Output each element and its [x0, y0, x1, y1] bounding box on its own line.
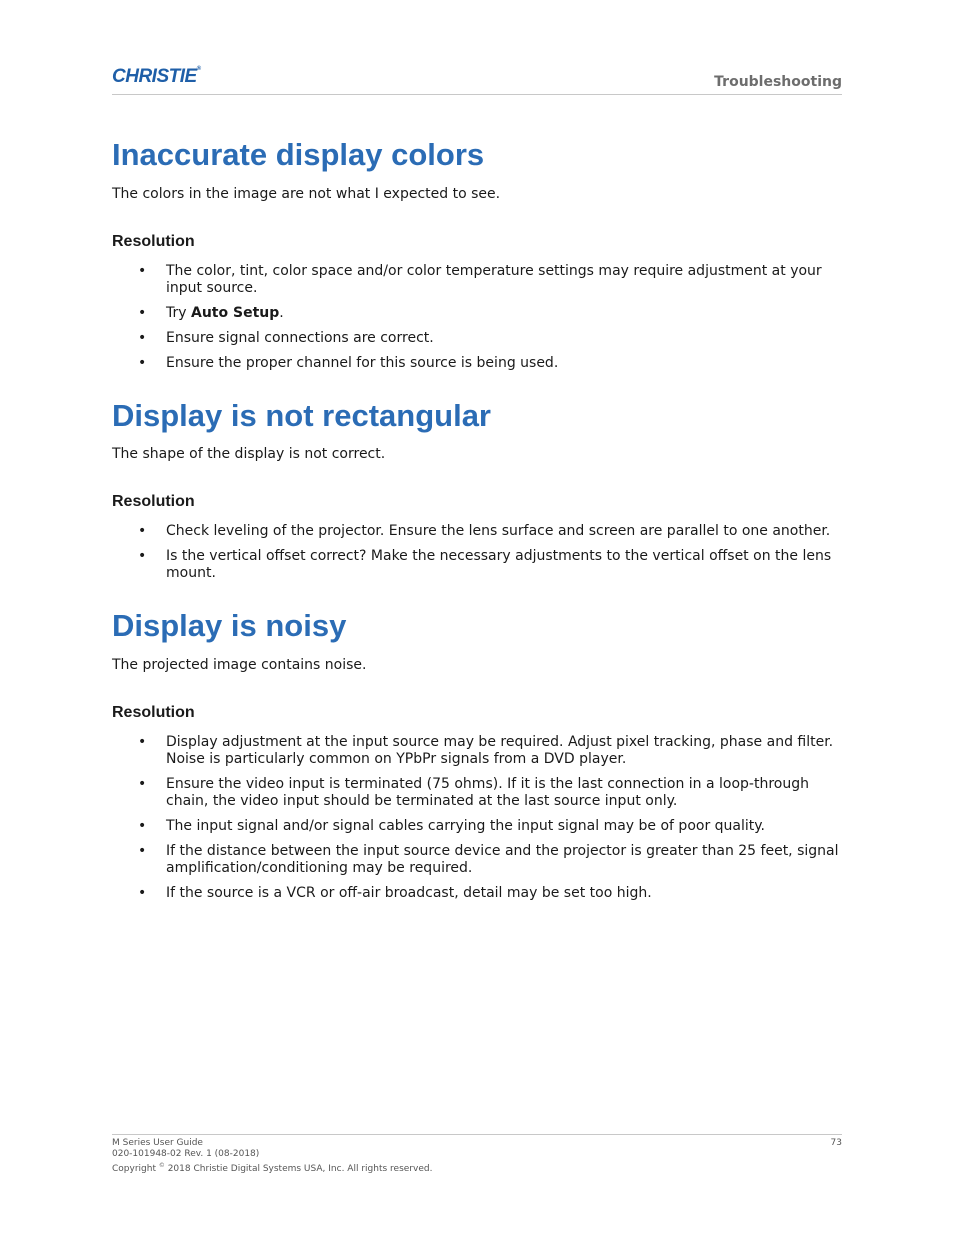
bullet-icon: • [138, 354, 147, 371]
section-noisy [112, 608, 842, 902]
bullet-icon: • [138, 775, 147, 792]
section-title: Display is noisy [112, 608, 347, 644]
section-description: The colors in the image are not what I expected to see. [112, 185, 501, 202]
resolution-list [112, 263, 842, 372]
section-description: The projected image contains noise. [112, 656, 367, 673]
footer [112, 1138, 432, 1175]
christie-logo: CHRISTIE® [112, 66, 201, 87]
list-item: • Ensure the video input is terminated (75 ohms). If it is the last connection in a loop-through chain, the video input should be terminated at the last source input only. [138, 775, 809, 809]
header-divider [112, 94, 842, 95]
list-item: • Ensure signal connections are correct. [138, 329, 434, 346]
resolution-heading: Resolution [112, 493, 195, 511]
list-item: • Try Auto Setup. [138, 304, 284, 321]
bullet-icon: • [138, 329, 147, 346]
list-item: • Ensure the proper channel for this source is being used. [138, 354, 559, 371]
section-title: Display is not rectangular [112, 397, 491, 433]
section-description: The shape of the display is not correct. [112, 446, 386, 463]
footer-divider [112, 1134, 842, 1135]
resolution-heading: Resolution [112, 232, 195, 250]
auto-setup-term: Auto Setup [191, 304, 280, 321]
bullet-icon: • [138, 262, 147, 279]
running-header-section: Troubleshooting [714, 74, 842, 90]
footer-copyright: Copyright © 2018 Christie Digital Systems USA, Inc. All rights reserved. [112, 1162, 433, 1174]
list-item: • Display adjustment at the input source may be required. Adjust pixel tracking, phase and filter. Noise is particularly common on YPbPr signals from a DVD player. [138, 733, 834, 767]
bullet-icon: • [138, 884, 147, 901]
list-item: • Is the vertical offset correct? Make the necessary adjustments to the vertical offset on the lens mount. [138, 548, 832, 582]
section-not-rectangular [112, 398, 842, 583]
footer-guide-title: M Series User Guide [112, 1138, 203, 1148]
page-content [112, 137, 842, 928]
resolution-heading: Resolution [112, 703, 195, 721]
section-inaccurate-colors [112, 137, 842, 372]
bullet-icon: • [138, 548, 147, 565]
bullet-icon: • [138, 817, 147, 834]
bullet-icon: • [138, 304, 147, 321]
bullet-icon: • [138, 842, 147, 859]
list-item: • The input signal and/or signal cables carrying the input signal may be of poor quality. [138, 817, 766, 834]
resolution-list [112, 734, 842, 902]
list-item: • If the source is a VCR or off-air broadcast, detail may be set too high. [138, 884, 652, 901]
page-number: 73 [830, 1138, 842, 1148]
section-title: Inaccurate display colors [112, 137, 485, 172]
list-item: • The color, tint, color space and/or color temperature settings may require adjustment at your input source. [138, 262, 822, 296]
bullet-icon: • [138, 523, 147, 540]
resolution-list [112, 523, 842, 582]
bullet-icon: • [138, 733, 147, 750]
footer-revision: 020-101948-02 Rev. 1 (08-2018) [112, 1149, 260, 1159]
list-item: • Check leveling of the projector. Ensure the lens surface and screen are parallel to one another. [138, 523, 831, 540]
list-item: • If the distance between the input source device and the projector is greater than 25 feet, signal amplification/conditioning may be required. [138, 842, 839, 876]
